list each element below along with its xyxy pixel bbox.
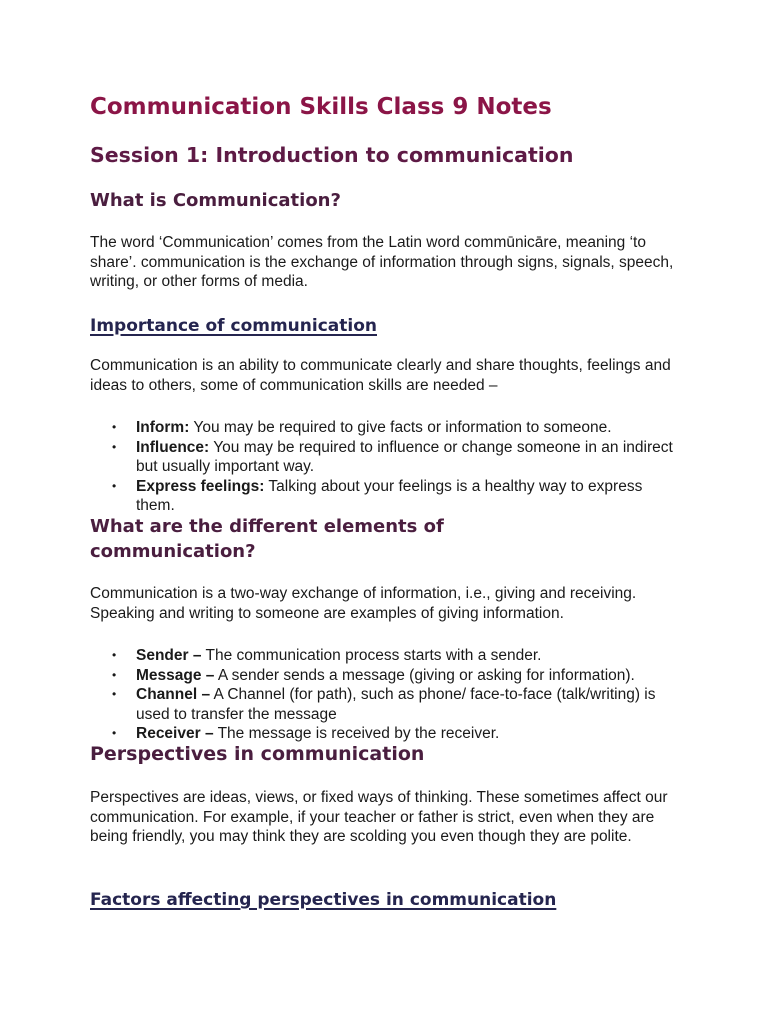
session-heading: Session 1: Introduction to communication xyxy=(90,143,574,167)
page-title: Communication Skills Class 9 Notes xyxy=(90,94,552,120)
list-item xyxy=(90,438,680,477)
list-item-text: A Channel (for path), such as phone/ face-to-face (talk/writing) is used to transfer the message xyxy=(136,686,656,723)
list-item-term: Message – xyxy=(136,666,215,684)
elements-list xyxy=(90,646,680,744)
list-item-text: You may be required to give facts or information to someone. xyxy=(189,419,612,436)
list-item xyxy=(90,418,680,438)
list-item xyxy=(90,646,680,666)
elements-paragraph: Communication is a two-way exchange of information, i.e., giving and receiving. Speaking and writing to someone are examples of giving information. xyxy=(90,585,637,622)
importance-paragraph: Communication is an ability to communicate clearly and share thoughts, feelings and ideas to others, some of communication skills are needed – xyxy=(90,357,671,394)
importance-heading: Importance of communication xyxy=(90,316,377,336)
list-item xyxy=(90,685,680,724)
factors-heading: Factors affecting perspectives in communication xyxy=(90,890,557,910)
what-is-heading: What is Communication? xyxy=(90,190,341,211)
list-item xyxy=(90,724,680,744)
what-is-paragraph: The word ‘Communication’ comes from the Latin word commūnicāre, meaning ‘to share’. communication is the exchange of information through signs, signals, speech, writing, or other forms of media. xyxy=(90,234,674,290)
list-item-term: Sender – xyxy=(136,647,202,664)
list-item-text: A sender sends a message (giving or asking for information). xyxy=(214,666,635,684)
list-item-term: Inform: xyxy=(136,419,190,436)
perspectives-paragraph: Perspectives are ideas, views, or fixed ways of thinking. These sometimes affect our communication. For example, if your teacher or father is strict, even when they are being friendly, you may think they are scolding you even though they are polite. xyxy=(90,789,668,845)
list-item-text: The communication process starts with a sender. xyxy=(201,647,542,664)
list-item xyxy=(90,477,680,516)
list-item-term: Express feelings: xyxy=(136,477,265,495)
list-item-term: Channel – xyxy=(136,686,211,703)
elements-heading: What are the different elements of communication? xyxy=(90,516,444,562)
list-item-text: Talking about your feelings is a healthy way to express them. xyxy=(136,477,643,514)
perspectives-heading: Perspectives in communication xyxy=(90,743,425,765)
list-item-term: Influence: xyxy=(136,438,210,456)
list-item-text: You may be required to influence or change someone in an indirect but usually important way. xyxy=(136,438,673,475)
list-item-term: Receiver – xyxy=(136,725,214,742)
list-item-text: The message is received by the receiver. xyxy=(213,725,500,742)
list-item xyxy=(90,666,680,686)
importance-list xyxy=(90,418,680,516)
